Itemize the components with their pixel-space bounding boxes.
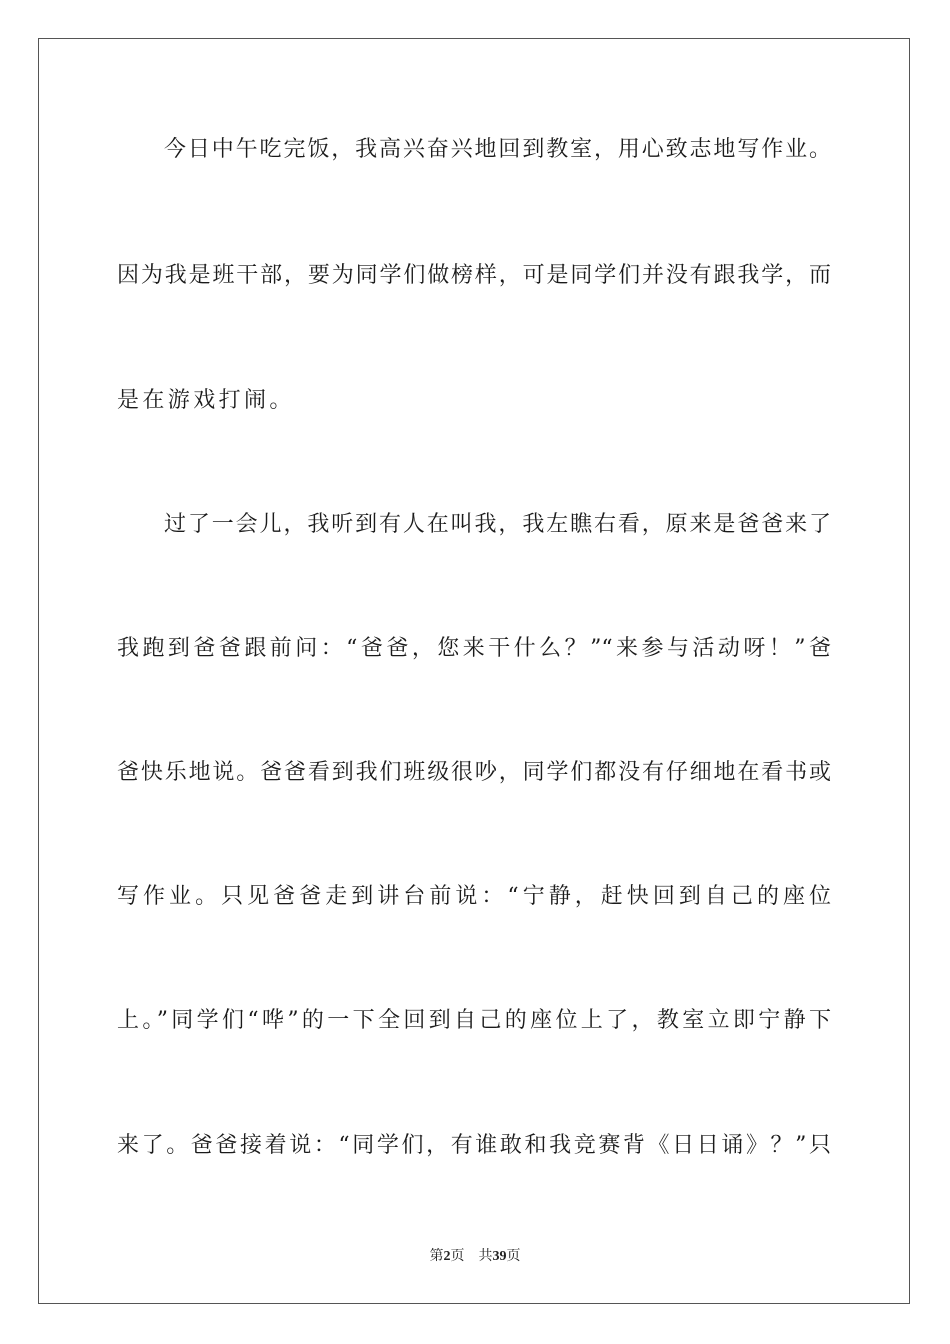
footer-page-number: 2: [443, 1249, 451, 1264]
text-line-1: 今日中午吃完饭，我高兴奋兴地回到教室，用心致志地写作业。: [164, 137, 831, 162]
text-line-8: 上。”同学们“哗”的一下全回到自己的座位上了，教室立即宁静下: [117, 1008, 831, 1033]
footer-total-prefix: 共: [478, 1249, 493, 1264]
footer-total-pages: 39: [492, 1249, 507, 1264]
page-footer: [0, 1248, 950, 1266]
footer-page-prefix: 第: [429, 1249, 444, 1264]
text-line-7: 写作业。只见爸爸走到讲台前说：“宁静，赶快回到自己的座位: [117, 884, 831, 909]
text-line-3: 是在游戏打闹。: [117, 388, 295, 413]
footer-page-suffix: 页: [450, 1249, 465, 1264]
footer-total-suffix: 页: [506, 1249, 521, 1264]
text-line-9: 来了。爸爸接着说：“同学们，有谁敢和我竞赛背《日日诵》？”只: [117, 1133, 831, 1158]
text-line-2: 因为我是班干部，要为同学们做榜样，可是同学们并没有跟我学，而: [117, 263, 831, 288]
text-line-5: 我跑到爸爸跟前问：“爸爸，您来干什么？”“来参与活动呀！”爸: [117, 636, 831, 661]
text-line-4: 过了一会儿，我听到有人在叫我，我左瞧右看，原来是爸爸来了: [164, 512, 831, 537]
text-line-6: 爸快乐地说。爸爸看到我们班级很吵，同学们都没有仔细地在看书或: [117, 760, 831, 785]
page-border: [38, 38, 910, 1304]
